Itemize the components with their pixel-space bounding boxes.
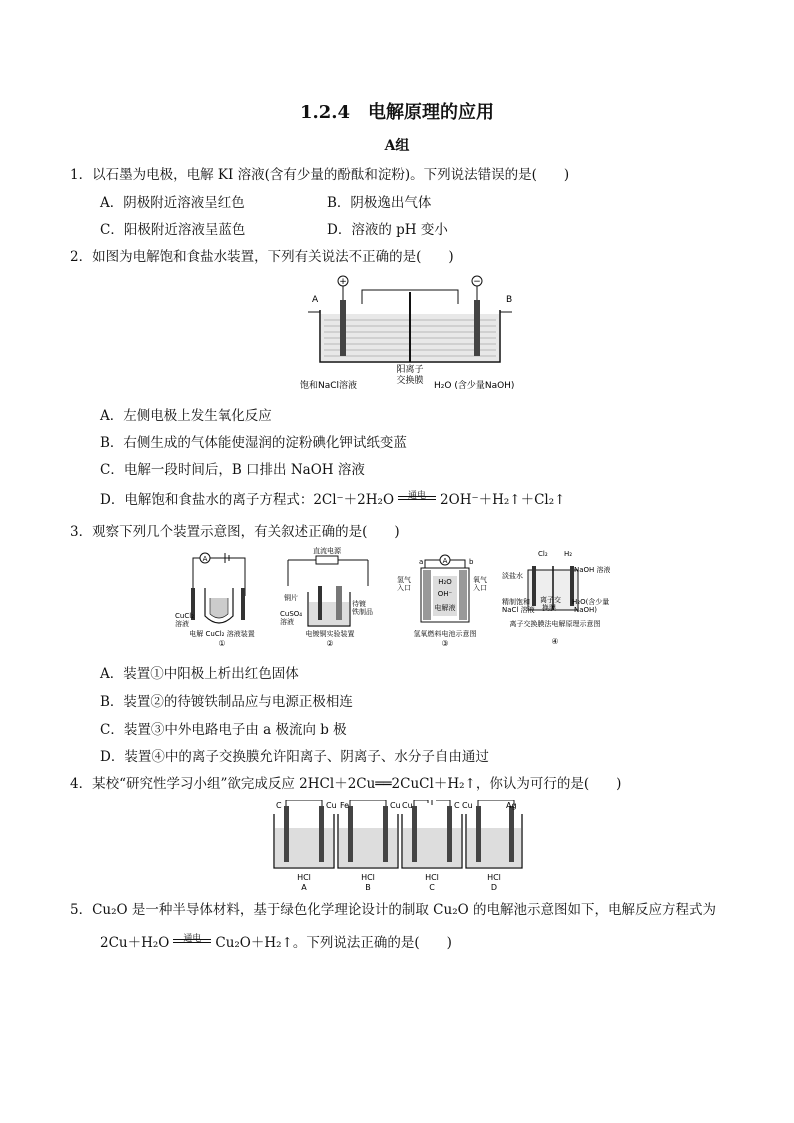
cathode-sign: − — [473, 277, 481, 287]
beaker-d-id: D — [490, 883, 498, 892]
device-2-caption: 电镀铜实验装置 — [305, 630, 355, 638]
group-heading: A组 — [384, 138, 410, 154]
question-1-option-d: D．溶液的 pH 变小 — [327, 222, 448, 238]
q5-equation-condition: 通电 — [183, 934, 202, 944]
device-1-solution-2: 溶液 — [175, 620, 189, 628]
beaker-b-right: Cu — [390, 801, 401, 810]
electrolysis-brine-figure — [300, 270, 520, 395]
q5-equation-right: Cu₂O＋H₂↑。下列说法正确的是( ) — [215, 935, 452, 951]
question-2-option-d — [100, 488, 565, 508]
beaker-b-id: B — [365, 883, 371, 892]
beaker-c-solution: HCl — [425, 873, 439, 882]
device-4-figure — [500, 548, 610, 648]
device-1-solution: CuCl₂ — [175, 612, 194, 620]
device-4-fresh-brine: 淡盐水 — [502, 572, 523, 580]
beaker-b-left: Fe — [340, 801, 350, 810]
device-2-copper: 铜片 — [284, 594, 298, 602]
beaker-c — [402, 800, 462, 892]
beaker-c-right: C — [454, 801, 460, 810]
question-3-option-d: D．装置④中的离子交换膜允许阳离子、阴离子、水分子自由通过 — [100, 749, 489, 765]
device-2-item-2: 铁制品 — [352, 608, 373, 616]
page-title: 1.2.4 电解原理的应用 — [299, 102, 495, 123]
svg-text:A: A — [202, 555, 208, 563]
question-5-stem: 5．Cu₂O 是一种半导体材料，基于绿色化学理论设计的制取 Cu₂O 的电解池示意图如下，电解反应方程式为 — [70, 902, 716, 918]
device-1-figure — [175, 548, 270, 648]
device-3-electrolyte: 电解液 — [434, 604, 456, 612]
device-4-cl2: Cl₂ — [538, 550, 548, 558]
device-3-inlet-2: 入口 — [473, 584, 487, 592]
question-3-option-b: B．装置②的待镀铁制品应与电源正极相连 — [100, 694, 353, 710]
question-2-option-b: B．右侧生成的气体能使湿润的淀粉碘化钾试纸变蓝 — [100, 435, 407, 451]
device-4-number: ④ — [551, 637, 559, 646]
device-1-caption: 电解 CuCl₂ 溶液装置 — [189, 630, 255, 638]
question-3-option-a: A．装置①中阳极上析出红色固体 — [100, 666, 299, 682]
question-1-option-c: C．阳极附近溶液呈蓝色 — [100, 222, 246, 238]
beaker-a-right: Cu — [326, 801, 337, 810]
beaker-a — [274, 800, 337, 892]
device-3-water: H₂O — [438, 578, 452, 586]
outlet-b-label: B — [506, 295, 513, 305]
equation-right: 2OH⁻＋H₂↑＋Cl₂↑ — [440, 492, 566, 508]
device-2-solution: CuSO₄ — [280, 610, 303, 618]
membrane-label: 阳离子 — [396, 365, 424, 375]
device-4-h2: H₂ — [564, 550, 573, 558]
device-2-figure — [280, 546, 380, 648]
beaker-a-left: C — [276, 801, 282, 810]
question-2-option-c: C．电解一段时间后，B 口排出 NaOH 溶液 — [100, 462, 365, 478]
question-3-option-c: C．装置③中外电路电子由 a 极流向 b 极 — [100, 722, 347, 738]
q5-equation-left: 2Cu＋H₂O — [100, 935, 170, 951]
question-2-option-a: A．左侧电极上发生氧化反应 — [100, 408, 272, 424]
beakers-figure — [270, 800, 525, 895]
beaker-d-solution: HCl — [487, 873, 501, 882]
device-4-water: H₂O(含少量 — [572, 598, 610, 606]
membrane-label-2: 交换膜 — [396, 376, 424, 386]
beaker-b — [338, 800, 401, 892]
beaker-d-right: Ag — [506, 801, 517, 810]
device-2-item: 待镀 — [352, 600, 366, 608]
beaker-c-left: Cu — [402, 801, 413, 810]
device-3-hydroxide: OH⁻ — [437, 590, 453, 598]
question-1-stem: 1．以石墨为电极，电解 KI 溶液(含有少量的酚酞和淀粉)。下列说法错误的是( ) — [70, 167, 570, 183]
device-4-caption: 离子交换膜法电解原理示意图 — [509, 620, 601, 628]
device-2-power: 直流电源 — [313, 547, 341, 555]
device-4-membrane-2: 换膜 — [542, 604, 556, 612]
left-solution-label: 饱和NaCl溶液 — [300, 381, 358, 391]
beaker-d-left: Cu — [462, 801, 473, 810]
device-3-a: a — [419, 558, 424, 566]
device-3-caption: 氢氧燃料电池示意图 — [413, 630, 477, 638]
beaker-a-id: A — [301, 883, 307, 892]
device-3-figure — [395, 548, 495, 648]
beaker-d — [462, 800, 522, 892]
device-2-number: ② — [326, 639, 334, 648]
inlet-a-label: A — [312, 295, 319, 305]
device-4-membrane: 离子交 — [540, 596, 561, 604]
device-4-brine-2: NaCl 溶液 — [502, 606, 535, 614]
right-solution-label: H₂O (含少量NaOH) — [434, 381, 515, 391]
device-3-inlet-1: 入口 — [397, 584, 411, 592]
beaker-b-solution: HCl — [361, 873, 375, 882]
beaker-a-solution: HCl — [297, 873, 311, 882]
device-3-h2: 氢气 — [397, 576, 411, 584]
device-3-o2: 氧气 — [473, 576, 487, 584]
device-4-water-2: NaOH) — [574, 606, 598, 614]
anode-sign: + — [339, 277, 347, 287]
question-5-equation — [100, 931, 452, 951]
beaker-c-id: C — [429, 883, 435, 892]
device-2-solution-2: 溶液 — [280, 618, 294, 626]
question-2-stem: 2．如图为电解饱和食盐水装置，下列有关说法不正确的是( ) — [70, 249, 454, 265]
question-3-stem: 3．观察下列几个装置示意图，有关叙述正确的是( ) — [70, 524, 400, 540]
device-4-naoh: NaOH 溶液 — [574, 566, 610, 574]
device-1-number: ① — [218, 639, 226, 648]
equation-left: D．电解饱和食盐水的离子方程式：2Cl⁻＋2H₂O — [100, 492, 395, 508]
svg-text:A: A — [442, 557, 448, 565]
equation-condition: 通电 — [408, 491, 427, 501]
question-4-stem: 4．某校“研究性学习小组”欲完成反应 2HCl＋2Cu══2CuCl＋H₂↑，你认为可行的是( ) — [70, 776, 622, 792]
question-1-option-a: A．阴极附近溶液呈红色 — [100, 195, 245, 211]
device-3-b: b — [469, 558, 474, 566]
question-1-option-b: B．阴极逸出气体 — [327, 195, 432, 211]
device-4-brine: 精制饱和 — [502, 598, 530, 606]
device-3-number: ③ — [441, 639, 449, 648]
